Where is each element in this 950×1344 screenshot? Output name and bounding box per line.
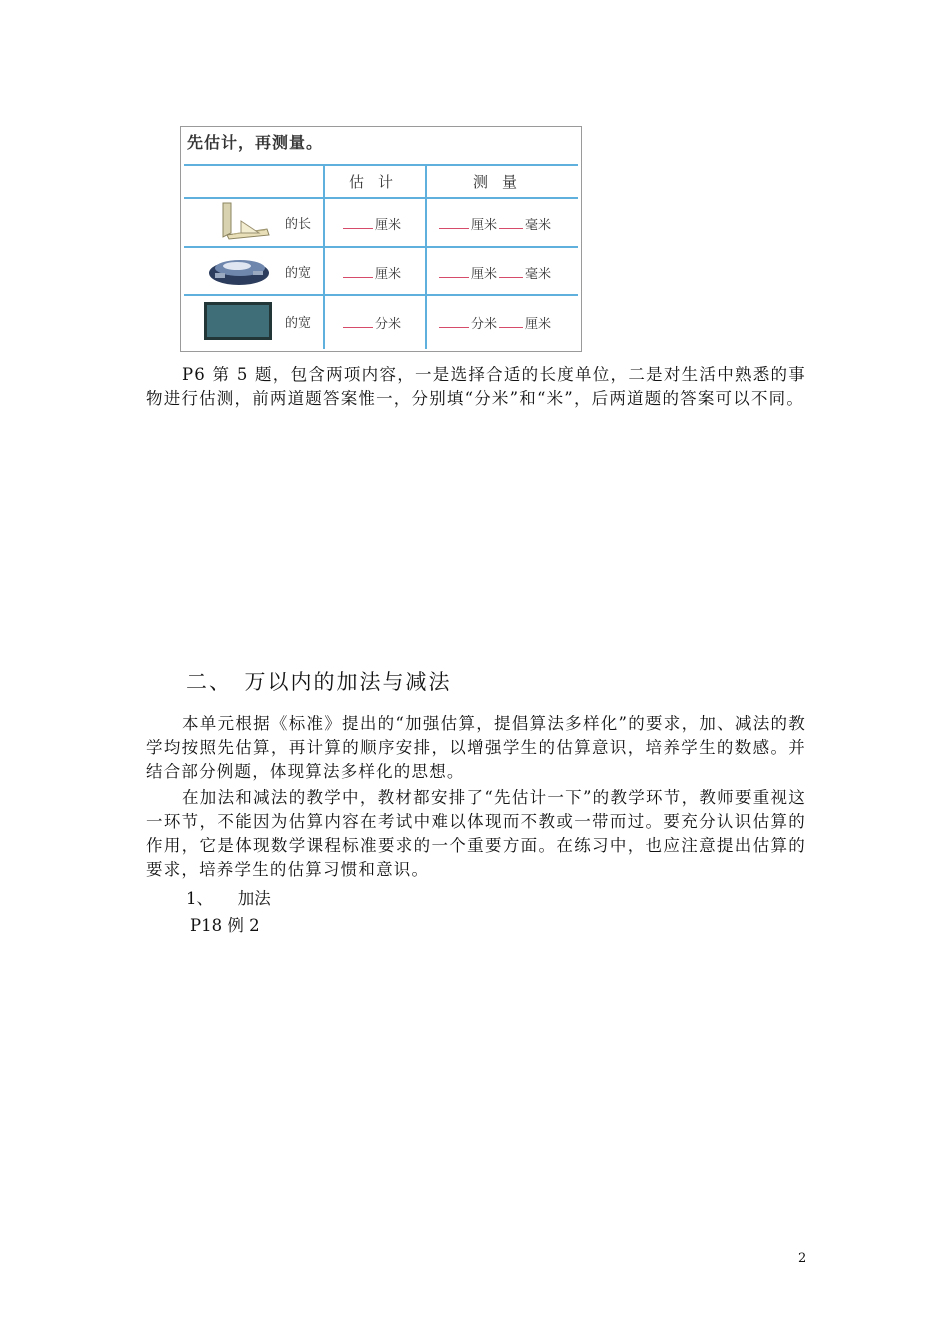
pencil-case-icon bbox=[207, 253, 271, 289]
page-number: 2 bbox=[798, 1251, 807, 1266]
ruler-set-icon bbox=[219, 201, 271, 241]
estimate-measure-figure bbox=[180, 126, 582, 352]
paragraph-unit-intro: 本单元根据《标准》提出的“加强估算，提倡算法多样化”的要求，加、减法的教学均按照先估算，再计算的顺序安排，以增强学生的估算意识，培养学生的数感。并结合部分例题，体现算法多样化的思想。 bbox=[146, 714, 806, 781]
table-line bbox=[184, 294, 578, 296]
measure-cell: 厘米 毫米 bbox=[439, 214, 551, 233]
answer-blank[interactable] bbox=[343, 267, 373, 278]
answer-blank[interactable] bbox=[343, 218, 373, 229]
subheading-addition: 1、 加法 bbox=[186, 889, 271, 908]
paragraph-p6-note: P6 第 5 题，包含两项内容，一是选择合适的长度单位，二是对生活中熟悉的事物进行估测，前两道题答案惟一，分别填“分米”和“米”，后两道题的答案可以不同。 bbox=[146, 365, 806, 408]
answer-blank[interactable] bbox=[439, 317, 469, 328]
estimate-cell: 厘米 bbox=[343, 263, 401, 282]
measure-cell: 分米 厘米 bbox=[439, 313, 551, 332]
answer-blank[interactable] bbox=[439, 267, 469, 278]
table-line bbox=[184, 197, 578, 199]
table-line bbox=[184, 246, 578, 248]
figure-title: 先估计，再测量。 bbox=[187, 133, 324, 152]
row-label: 的宽 bbox=[285, 266, 312, 281]
blackboard-icon bbox=[203, 301, 273, 341]
answer-blank[interactable] bbox=[499, 317, 523, 328]
example-reference: P18 例 2 bbox=[190, 916, 260, 935]
paragraph-estimation: 在加法和减法的教学中，教材都安排了“先估计一下”的教学环节，教师要重视这一环节，不能因为估算内容在考试中难以体现而不教或一带而过。要充分认识估算的作用，它是体现数学课程标准要求的一个重要方面。在练习中，也应注意提出估算的要求，培养学生的估算习惯和意识。 bbox=[146, 788, 806, 879]
table-line bbox=[323, 165, 325, 349]
answer-blank[interactable] bbox=[499, 267, 523, 278]
row-label: 的长 bbox=[285, 217, 312, 232]
header-measure: 测量 bbox=[473, 173, 532, 191]
estimate-cell: 厘米 bbox=[343, 214, 401, 233]
table-line bbox=[425, 165, 427, 349]
answer-blank[interactable] bbox=[499, 218, 523, 229]
section-heading: 二、 万以内的加法与减法 bbox=[186, 670, 452, 694]
estimate-cell: 分米 bbox=[343, 313, 401, 332]
row-label: 的宽 bbox=[285, 316, 312, 331]
table-line bbox=[184, 164, 578, 166]
answer-blank[interactable] bbox=[439, 218, 469, 229]
header-estimate: 估计 bbox=[349, 173, 408, 191]
measure-cell: 厘米 毫米 bbox=[439, 263, 551, 282]
answer-blank[interactable] bbox=[343, 317, 373, 328]
